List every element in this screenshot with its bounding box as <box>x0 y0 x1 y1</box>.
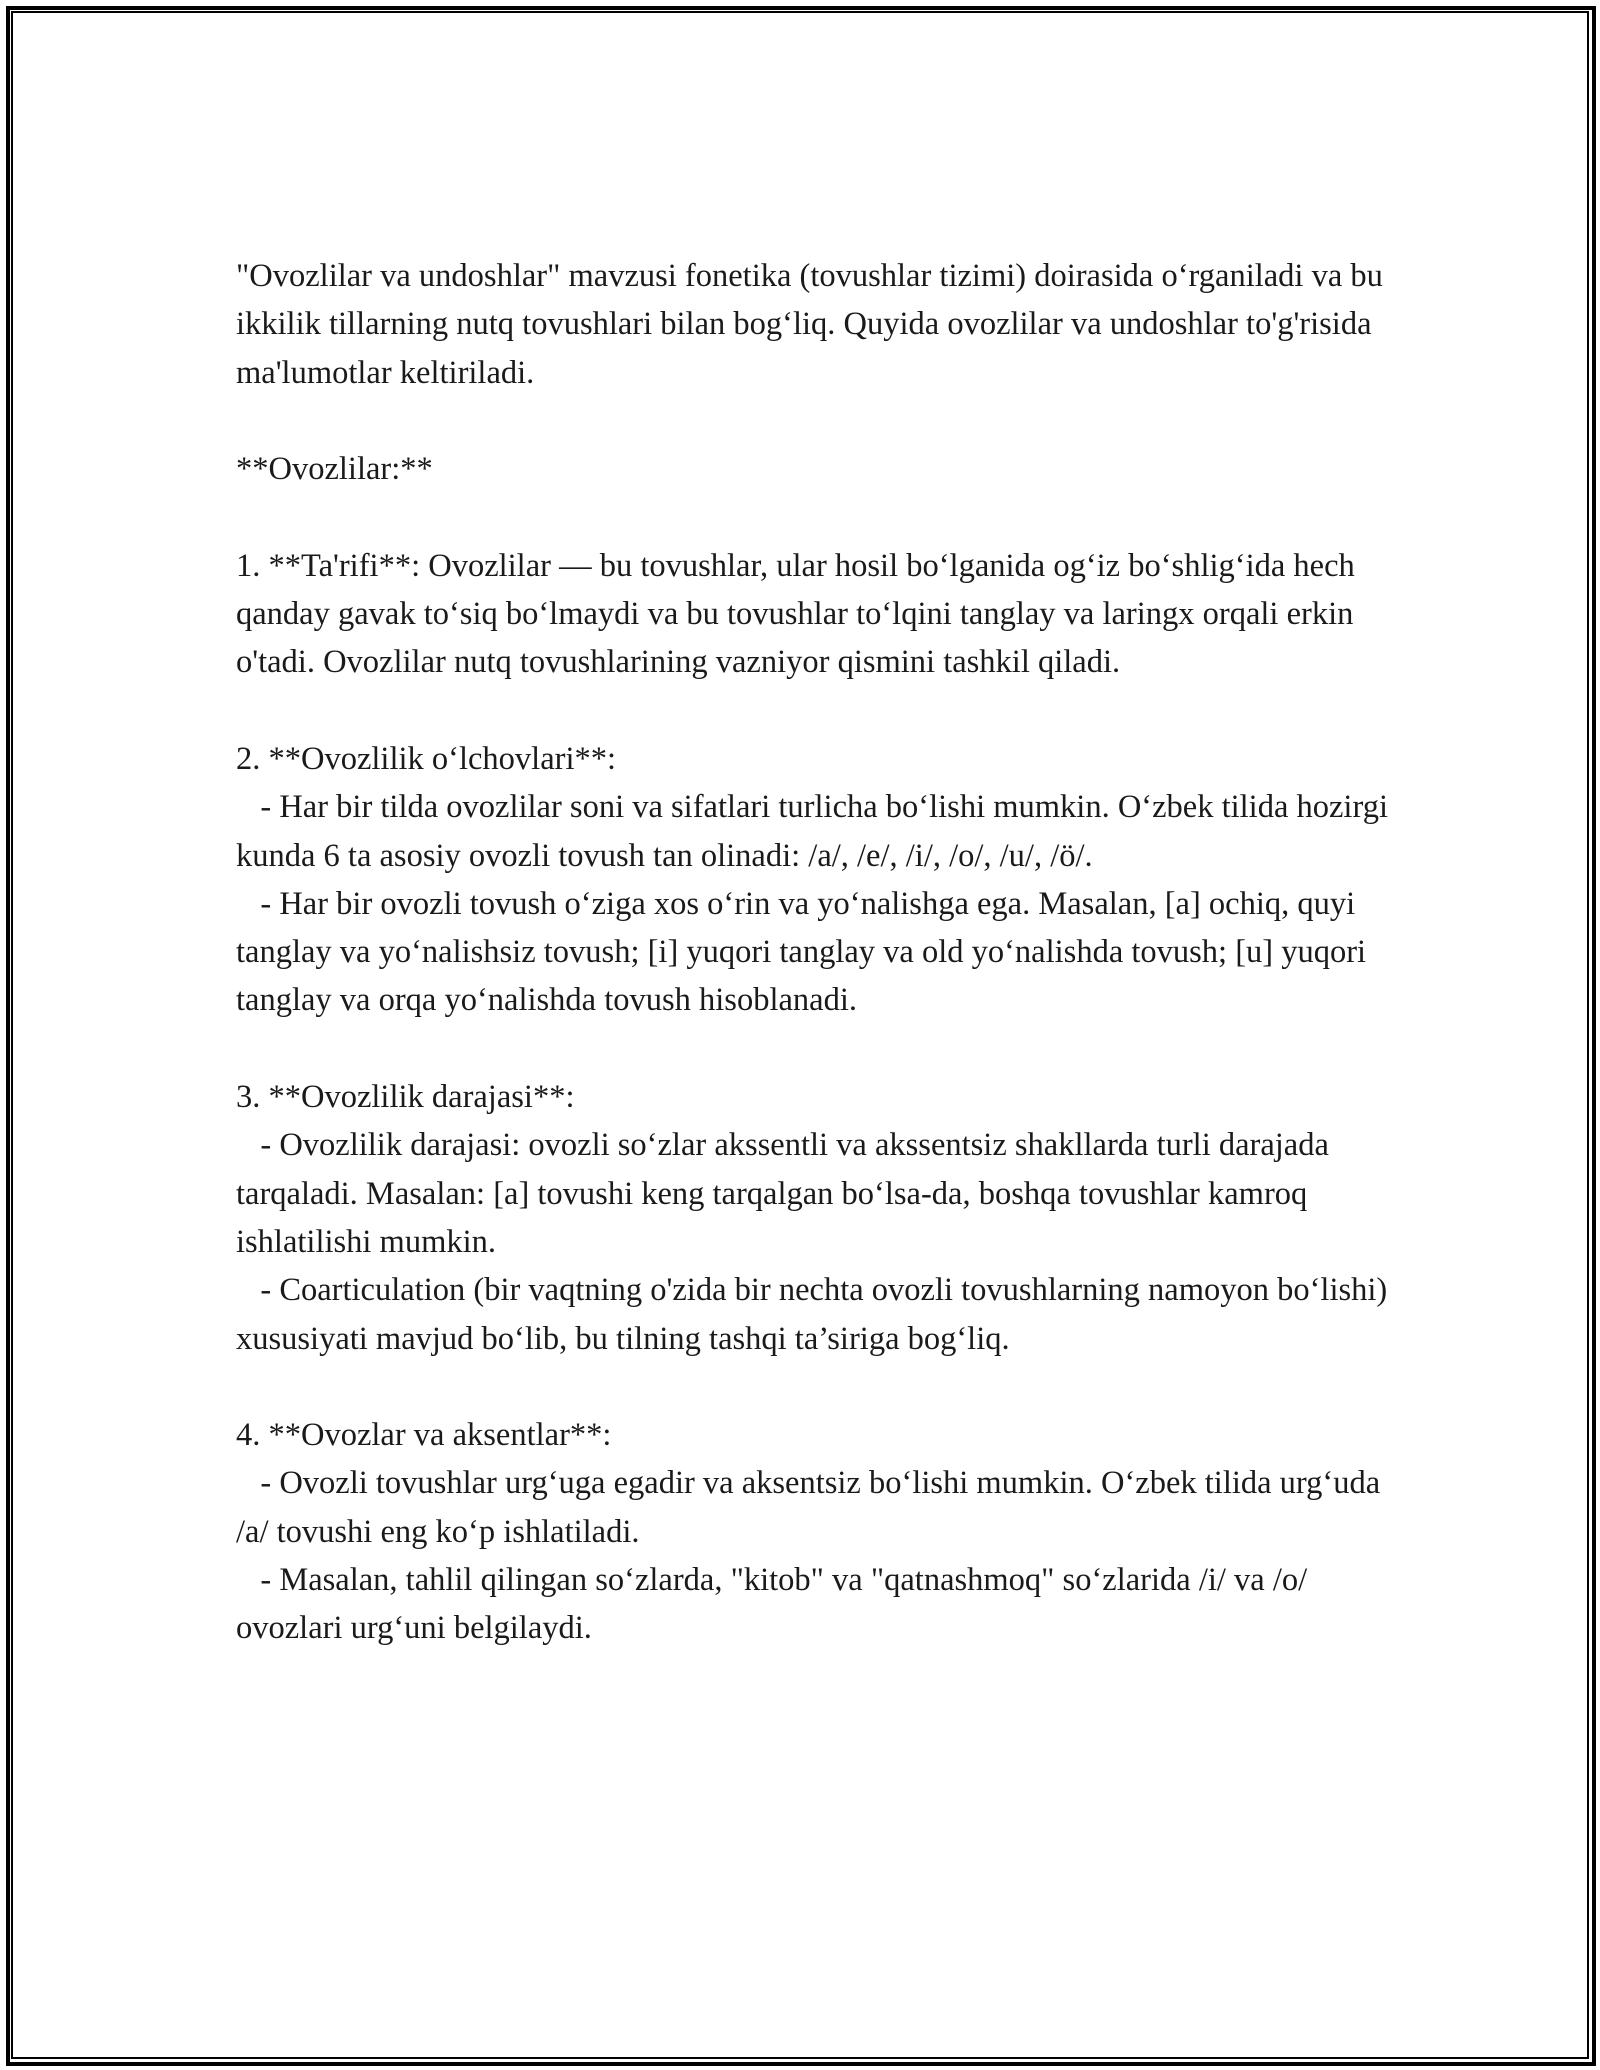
degree-bullet-2: - Coarticulation (bir vaqtning o'zida bir nechta ovozli tovushlarning namoyon bo‘lishi) xususiyati mavjud bo‘lib, bu tilning tashqi ta’siriga bog‘liq. <box>236 1272 1396 1357</box>
spacer <box>236 1025 1396 1073</box>
spacer <box>236 493 1396 541</box>
accents-bullet-1: - Ovozli tovushlar urg‘uga egadir va aksentsiz bo‘lishi mumkin. O‘zbek tilida urg‘uda /a/ tovushi eng ko‘p ishlatiladi. <box>236 1465 1389 1550</box>
accents-bullet-2: - Masalan, tahlil qilingan so‘zlarda, "kitob" va "qatnashmoq" so‘zlarida /i/ va /o/ ovozlari urg‘uni belgilaydi. <box>236 1562 1316 1647</box>
degree-title: 3. **Ovozlilik darajasi**: <box>236 1079 575 1116</box>
spacer <box>236 397 1396 445</box>
definition-paragraph: 1. **Ta'rifi**: Ovozlilar — bu tovushlar, ular hosil bo‘lganida og‘iz bo‘shlig‘ida hech qanday gavak to‘siq bo‘lmaydi va bu tovushlar to‘lqini tanglay va laringx orqali erkin o'tadi. Ovozlilar nutq tovushlarining vazniyor qismini tashkil qiladi. <box>236 547 1363 681</box>
intro-paragraph: "Ovozlilar va undoshlar" mavzusi fonetika (tovushlar tizimi) doirasida o‘rganiladi va bu ikkilik tillarning nutq tovushlari bilan bog‘liq. Quyida ovozlilar va undoshlar to'g'risida ma'lumotlar keltiriladi. <box>236 258 1392 391</box>
measures-bullet-2: - Har bir ovozli tovush o‘ziga xos o‘rin va yo‘nalishga ega. Masalan, [a] ochiq, quyi tanglay va yo‘nalishsiz tovush; [i] yuqori tanglay va old yo‘nalishda tovush; [u] yuqori tanglay va orqa yo‘nalishda tovush hisoblanadi. <box>236 885 1375 1019</box>
measures-bullet-1: - Har bir tilda ovozlilar soni va sifatlari turlicha bo‘lishi mumkin. O‘zbek tilida hozirgi kunda 6 ta asosiy ovozli tovush tan olinadi: /a/, /e/, /i/, /o/, /u/, /ö/. <box>236 789 1397 874</box>
accents-title: 4. **Ovozlar va aksentlar**: <box>236 1417 612 1454</box>
document-body <box>236 252 1396 1653</box>
section-heading: **Ovozlilar:** <box>236 451 433 488</box>
degree-bullet-1: - Ovozlilik darajasi: ovozli so‘zlar akssentli va akssentsiz shakllarda turli darajada tarqaladi. Masalan: [a] tovushi keng tarqalgan bo‘lsa-da, boshqa tovushlar kamroq ishlatilishi mumkin. <box>236 1127 1338 1260</box>
measures-title: 2. **Ovozlilik o‘lchovlari**: <box>236 740 617 777</box>
spacer <box>236 1363 1396 1411</box>
spacer <box>236 687 1396 735</box>
